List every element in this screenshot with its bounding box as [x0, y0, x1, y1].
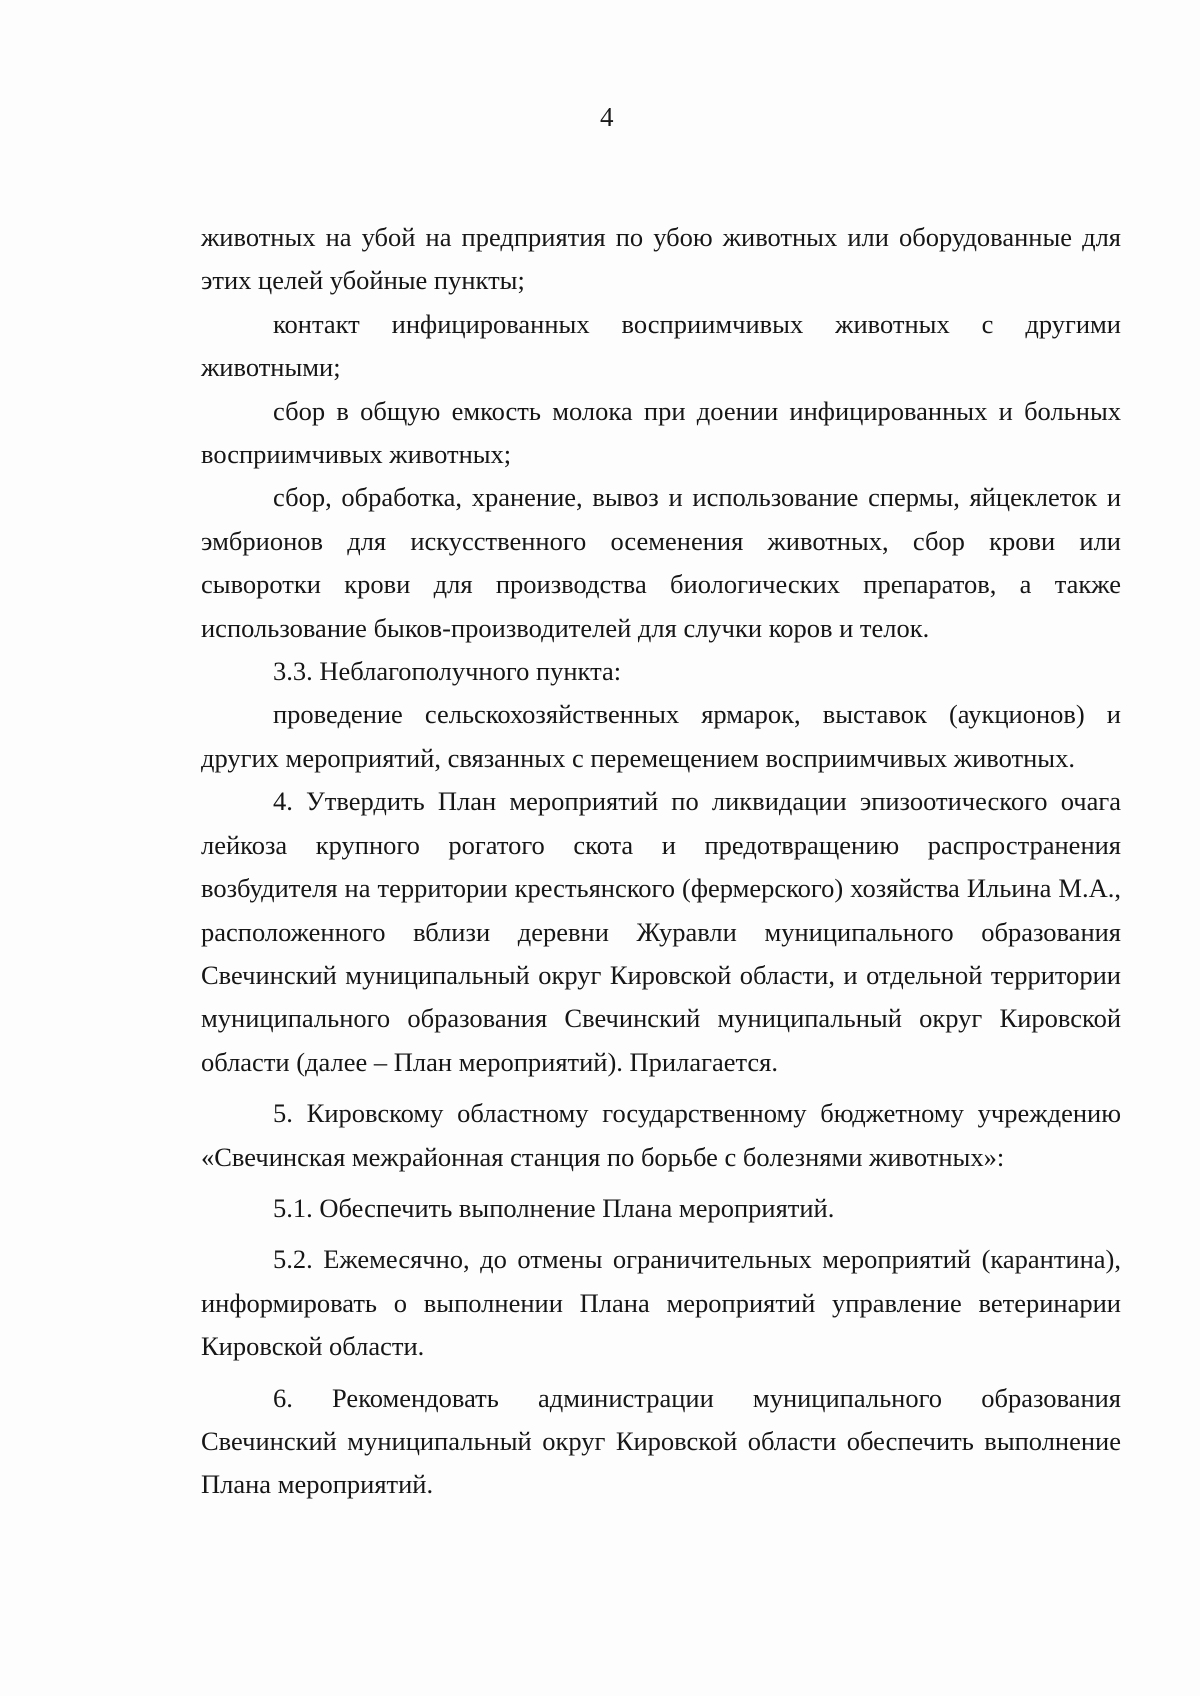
paragraph-contact-animals: контакт инфицированных восприимчивых животных с другими животными; — [201, 308, 1121, 383]
document-body — [201, 216, 1121, 1507]
paragraph-item-4: 4. Утвердить План мероприятий по ликвидации эпизоотического очага лейкоза крупного рогатого скота и предотвращению распространения возбудителя на территории крестьянского (фермерского) хозяйства Ильина М.А., расположенного вблизи деревни Журавли муниципального образования Свечинский муниципальный округ Кировской области, и отдельной территории муниципального образования Свечинский муниципальный округ Кировской области (далее – План мероприятий). Прилагается. — [201, 786, 1121, 1077]
paragraph-item-6: 6. Рекомендовать администрации муниципального образования Свечинский муниципальный округ Кировской области обеспечить выполнение Плана мероприятий. — [201, 1382, 1121, 1500]
paragraph-item-3-3: 3.3. Неблагополучного пункта: — [273, 656, 622, 687]
paragraph-milk-collection: сбор в общую емкость молока при доении инфицированных и больных восприимчивых животных; — [201, 395, 1121, 470]
paragraph-item-5-2: 5.2. Ежемесячно, до отмены ограничительных мероприятий (карантина), информировать о выполнении Плана мероприятий управление ветеринарии Кировской области. — [201, 1244, 1121, 1362]
paragraph-item-5-1: 5.1. Обеспечить выполнение Плана мероприятий. — [273, 1192, 835, 1223]
paragraph-item-5: 5. Кировскому областному государственному бюджетному учреждению «Свечинская межрайонная станция по борьбе с болезнями животных»: — [201, 1098, 1121, 1172]
paragraph-sperm-embryos: сбор, обработка, хранение, вывоз и использование спермы, яйцеклеток и эмбрионов для искусственного осеменения животных, сбор крови или сыворотки крови для производства биологических препаратов, а также использование быков-производителей для случки коров и телок. — [201, 482, 1121, 643]
paragraph-fairs: проведение сельскохозяйственных ярмарок, выставок (аукционов) и других мероприятий, связанных с перемещением восприимчивых животных. — [201, 699, 1121, 773]
page-number: 4 — [600, 102, 614, 132]
paragraph-slaughter-continuation: животных на убой на предприятия по убою животных или оборудованные для этих целей убойные пункты; — [201, 222, 1121, 296]
